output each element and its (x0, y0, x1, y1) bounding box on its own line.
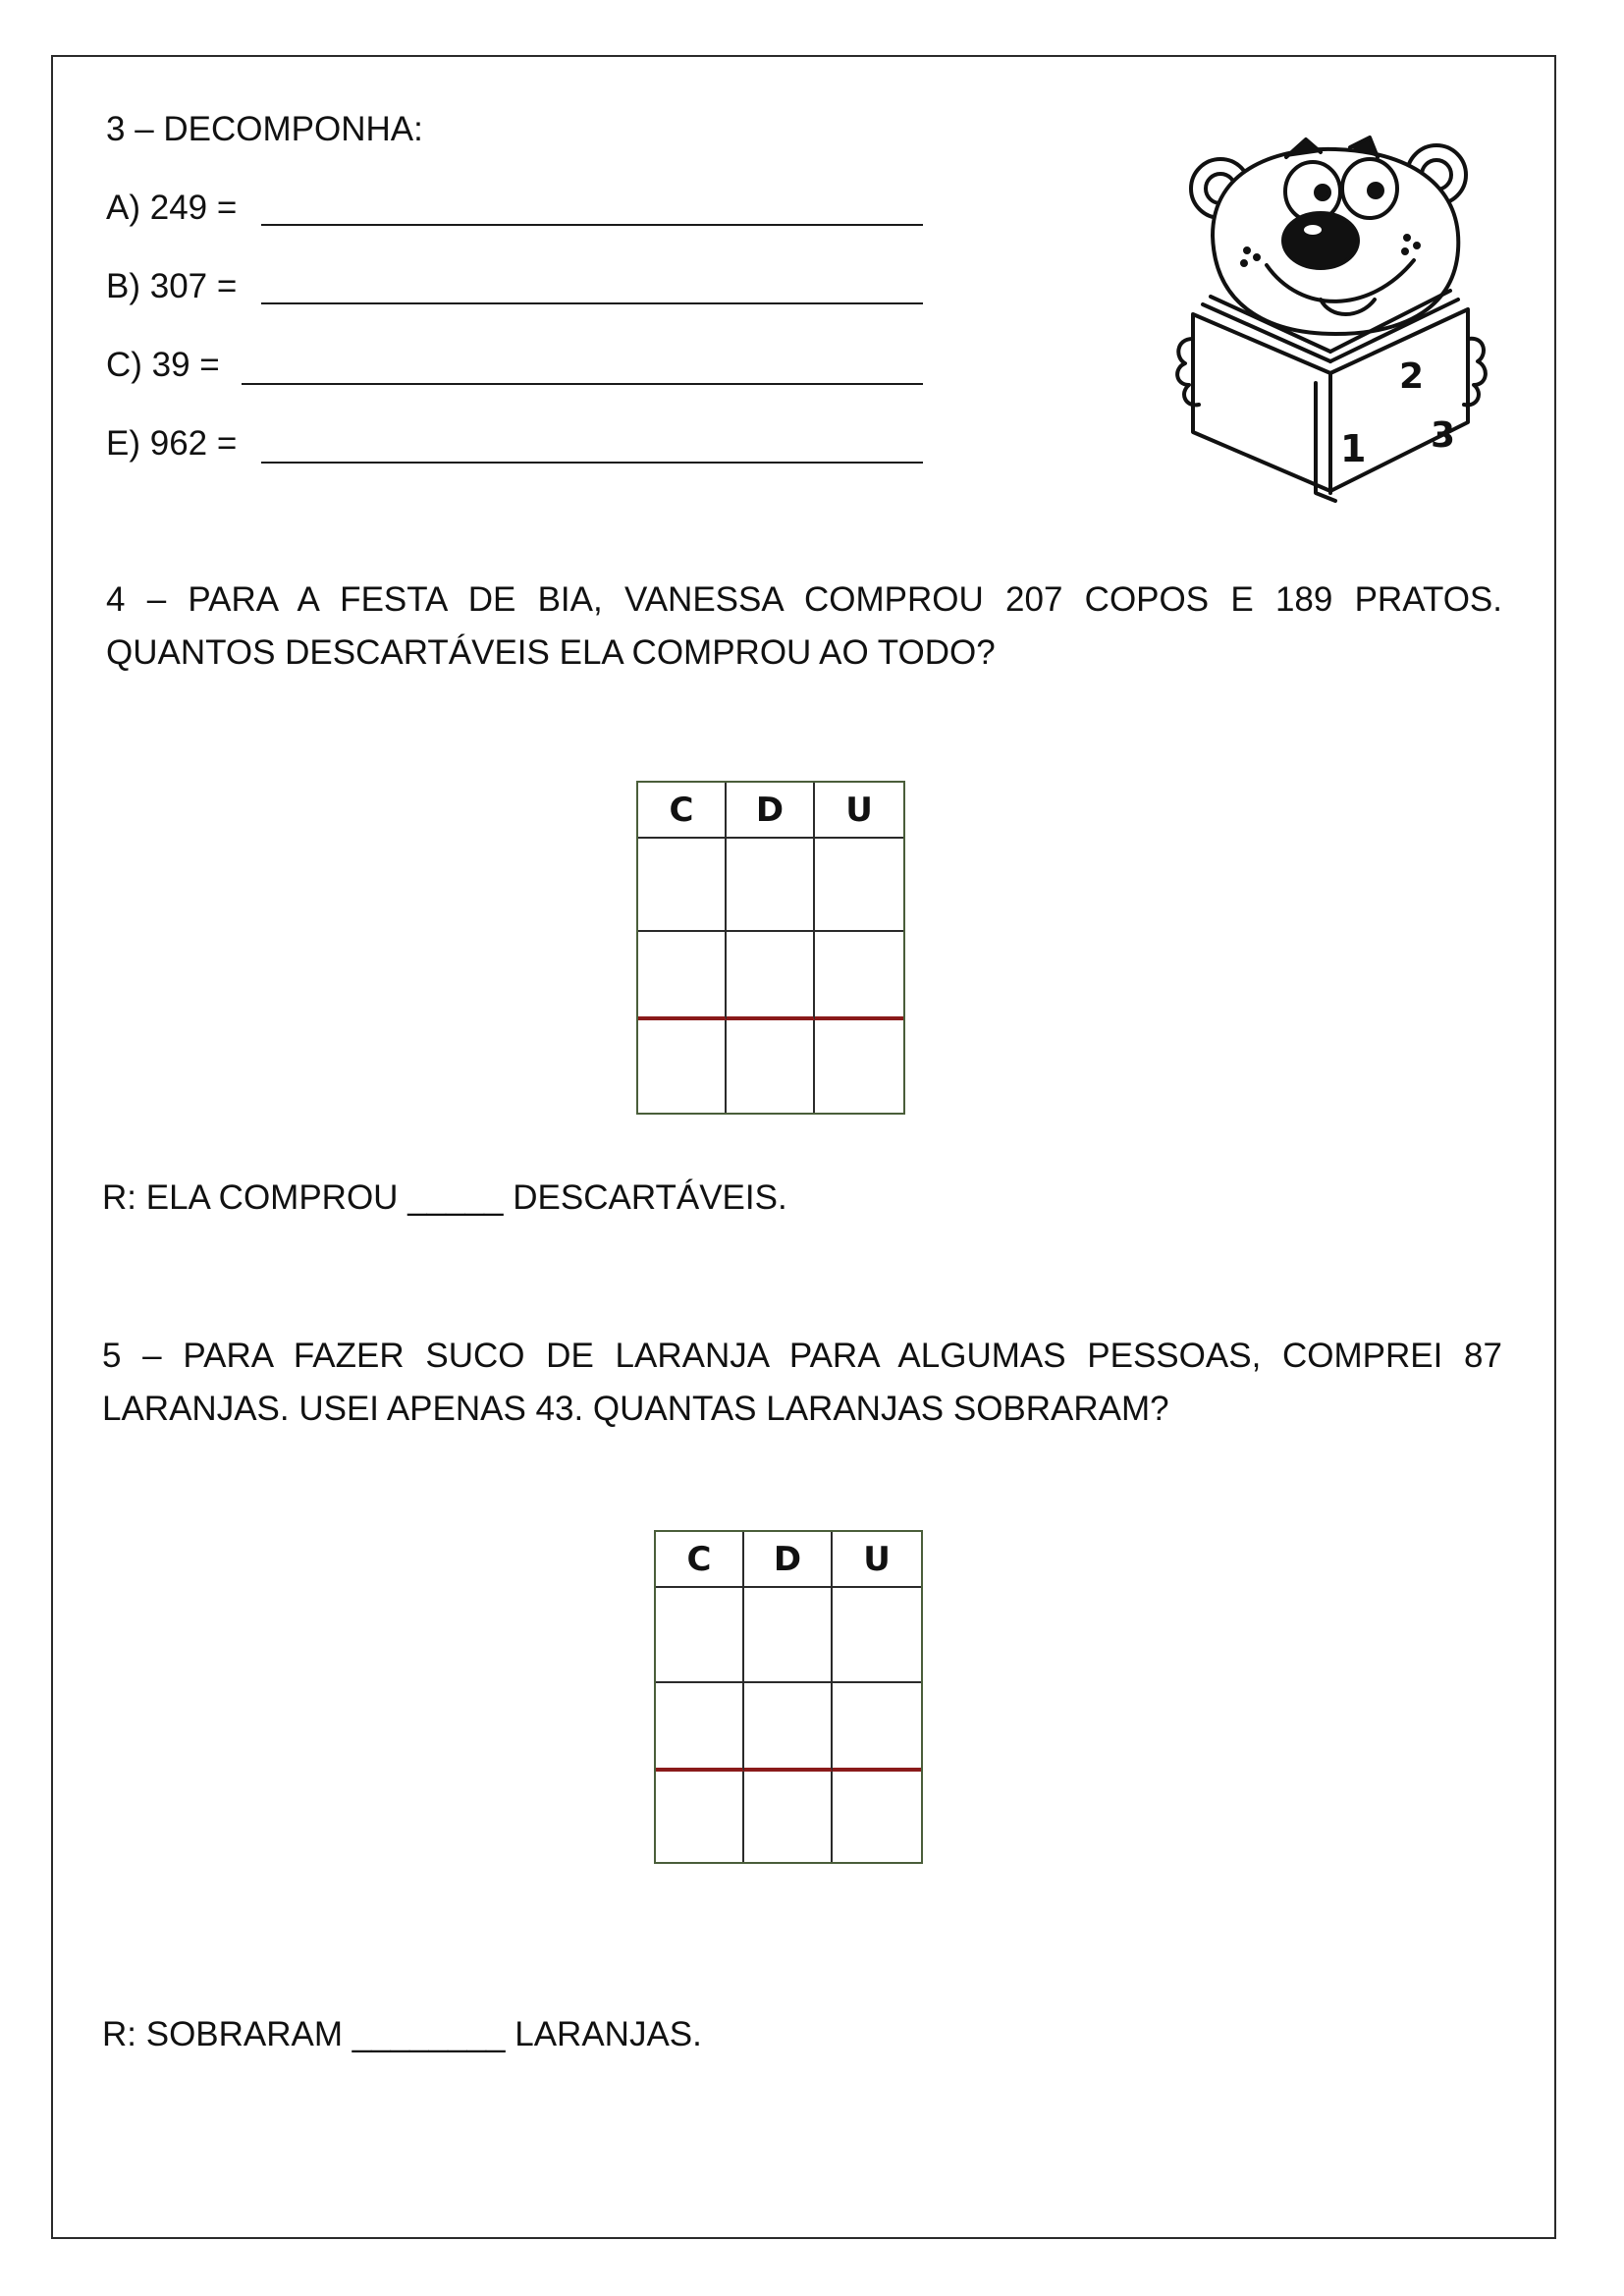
q4-cell[interactable] (727, 839, 815, 932)
q4-text: 4 – PARA A FESTA DE BIA, VANESSA COMPROU 207 COPOS E 189 PRATOS. QUANTOS DESCARTÁVEIS ELA COMPROU AO TODO? (106, 580, 1502, 672)
q4-header-d: D (727, 783, 815, 839)
q4-cell[interactable] (815, 839, 903, 932)
q5-cell[interactable] (656, 1683, 744, 1772)
q5-header-d: D (744, 1532, 833, 1588)
q3-item-e-answer-line[interactable] (261, 462, 923, 464)
q5-cell[interactable] (656, 1588, 744, 1683)
q5-cell[interactable] (833, 1588, 921, 1683)
q4-result-cell[interactable] (815, 1020, 903, 1113)
q3-item-e-label: E) 962 = (106, 424, 238, 463)
q5-result-cell[interactable] (744, 1772, 833, 1862)
q5-text: 5 – PARA FAZER SUCO DE LARANJA PARA ALGUMAS PESSOAS, COMPREI 87 LARANJAS. USEI APENAS 43. QUANTAS LARANJAS SOBRARAM? (102, 1337, 1502, 1428)
q3-title: 3 – DECOMPONHA: (106, 110, 423, 148)
q3-item-a-label: A) 249 = (106, 189, 238, 227)
q4-answer (102, 1178, 787, 1218)
book-number-3: 3 (1431, 415, 1456, 456)
q4-answer-blank[interactable]: _____ (407, 1178, 504, 1217)
q3-item-b-answer-line[interactable] (261, 302, 923, 304)
q4-result-cell[interactable] (727, 1020, 815, 1113)
q4-answer-suffix: DESCARTÁVEIS. (513, 1178, 787, 1217)
book-number-2: 2 (1399, 356, 1425, 397)
q4-header-c: C (638, 783, 727, 839)
q5-answer-prefix: R: SOBRARAM (102, 2015, 344, 2053)
q3-item-c-label: C) 39 = (106, 346, 220, 384)
q5-header-u: U (833, 1532, 921, 1588)
q5-answer (102, 2015, 702, 2054)
bear-reading-book-icon (1173, 128, 1512, 506)
q4-result-cell[interactable] (638, 1020, 727, 1113)
q4-cell[interactable] (815, 932, 903, 1020)
q3-item-b-label: B) 307 = (106, 267, 238, 305)
q5-cell[interactable] (744, 1588, 833, 1683)
q4-cell[interactable] (638, 932, 727, 1020)
q5-cell[interactable] (744, 1683, 833, 1772)
q3-item-c-answer-line[interactable] (242, 383, 923, 385)
q5-answer-blank[interactable]: ________ (352, 2015, 506, 2053)
q4-cell[interactable] (638, 839, 727, 932)
book-number-1: 1 (1340, 427, 1367, 470)
q5-result-cell[interactable] (656, 1772, 744, 1862)
q5-answer-suffix: LARANJAS. (514, 2015, 702, 2053)
q4-cell[interactable] (727, 932, 815, 1020)
q4-cdu-grid (636, 781, 905, 1115)
q5-cdu-grid (654, 1530, 923, 1864)
q4-header-u: U (815, 783, 903, 839)
q5-result-cell[interactable] (833, 1772, 921, 1862)
q3-item-a-answer-line[interactable] (261, 224, 923, 226)
q4-answer-prefix: R: ELA COMPROU (102, 1178, 399, 1217)
q5-header-c: C (656, 1532, 744, 1588)
q5-cell[interactable] (833, 1683, 921, 1772)
